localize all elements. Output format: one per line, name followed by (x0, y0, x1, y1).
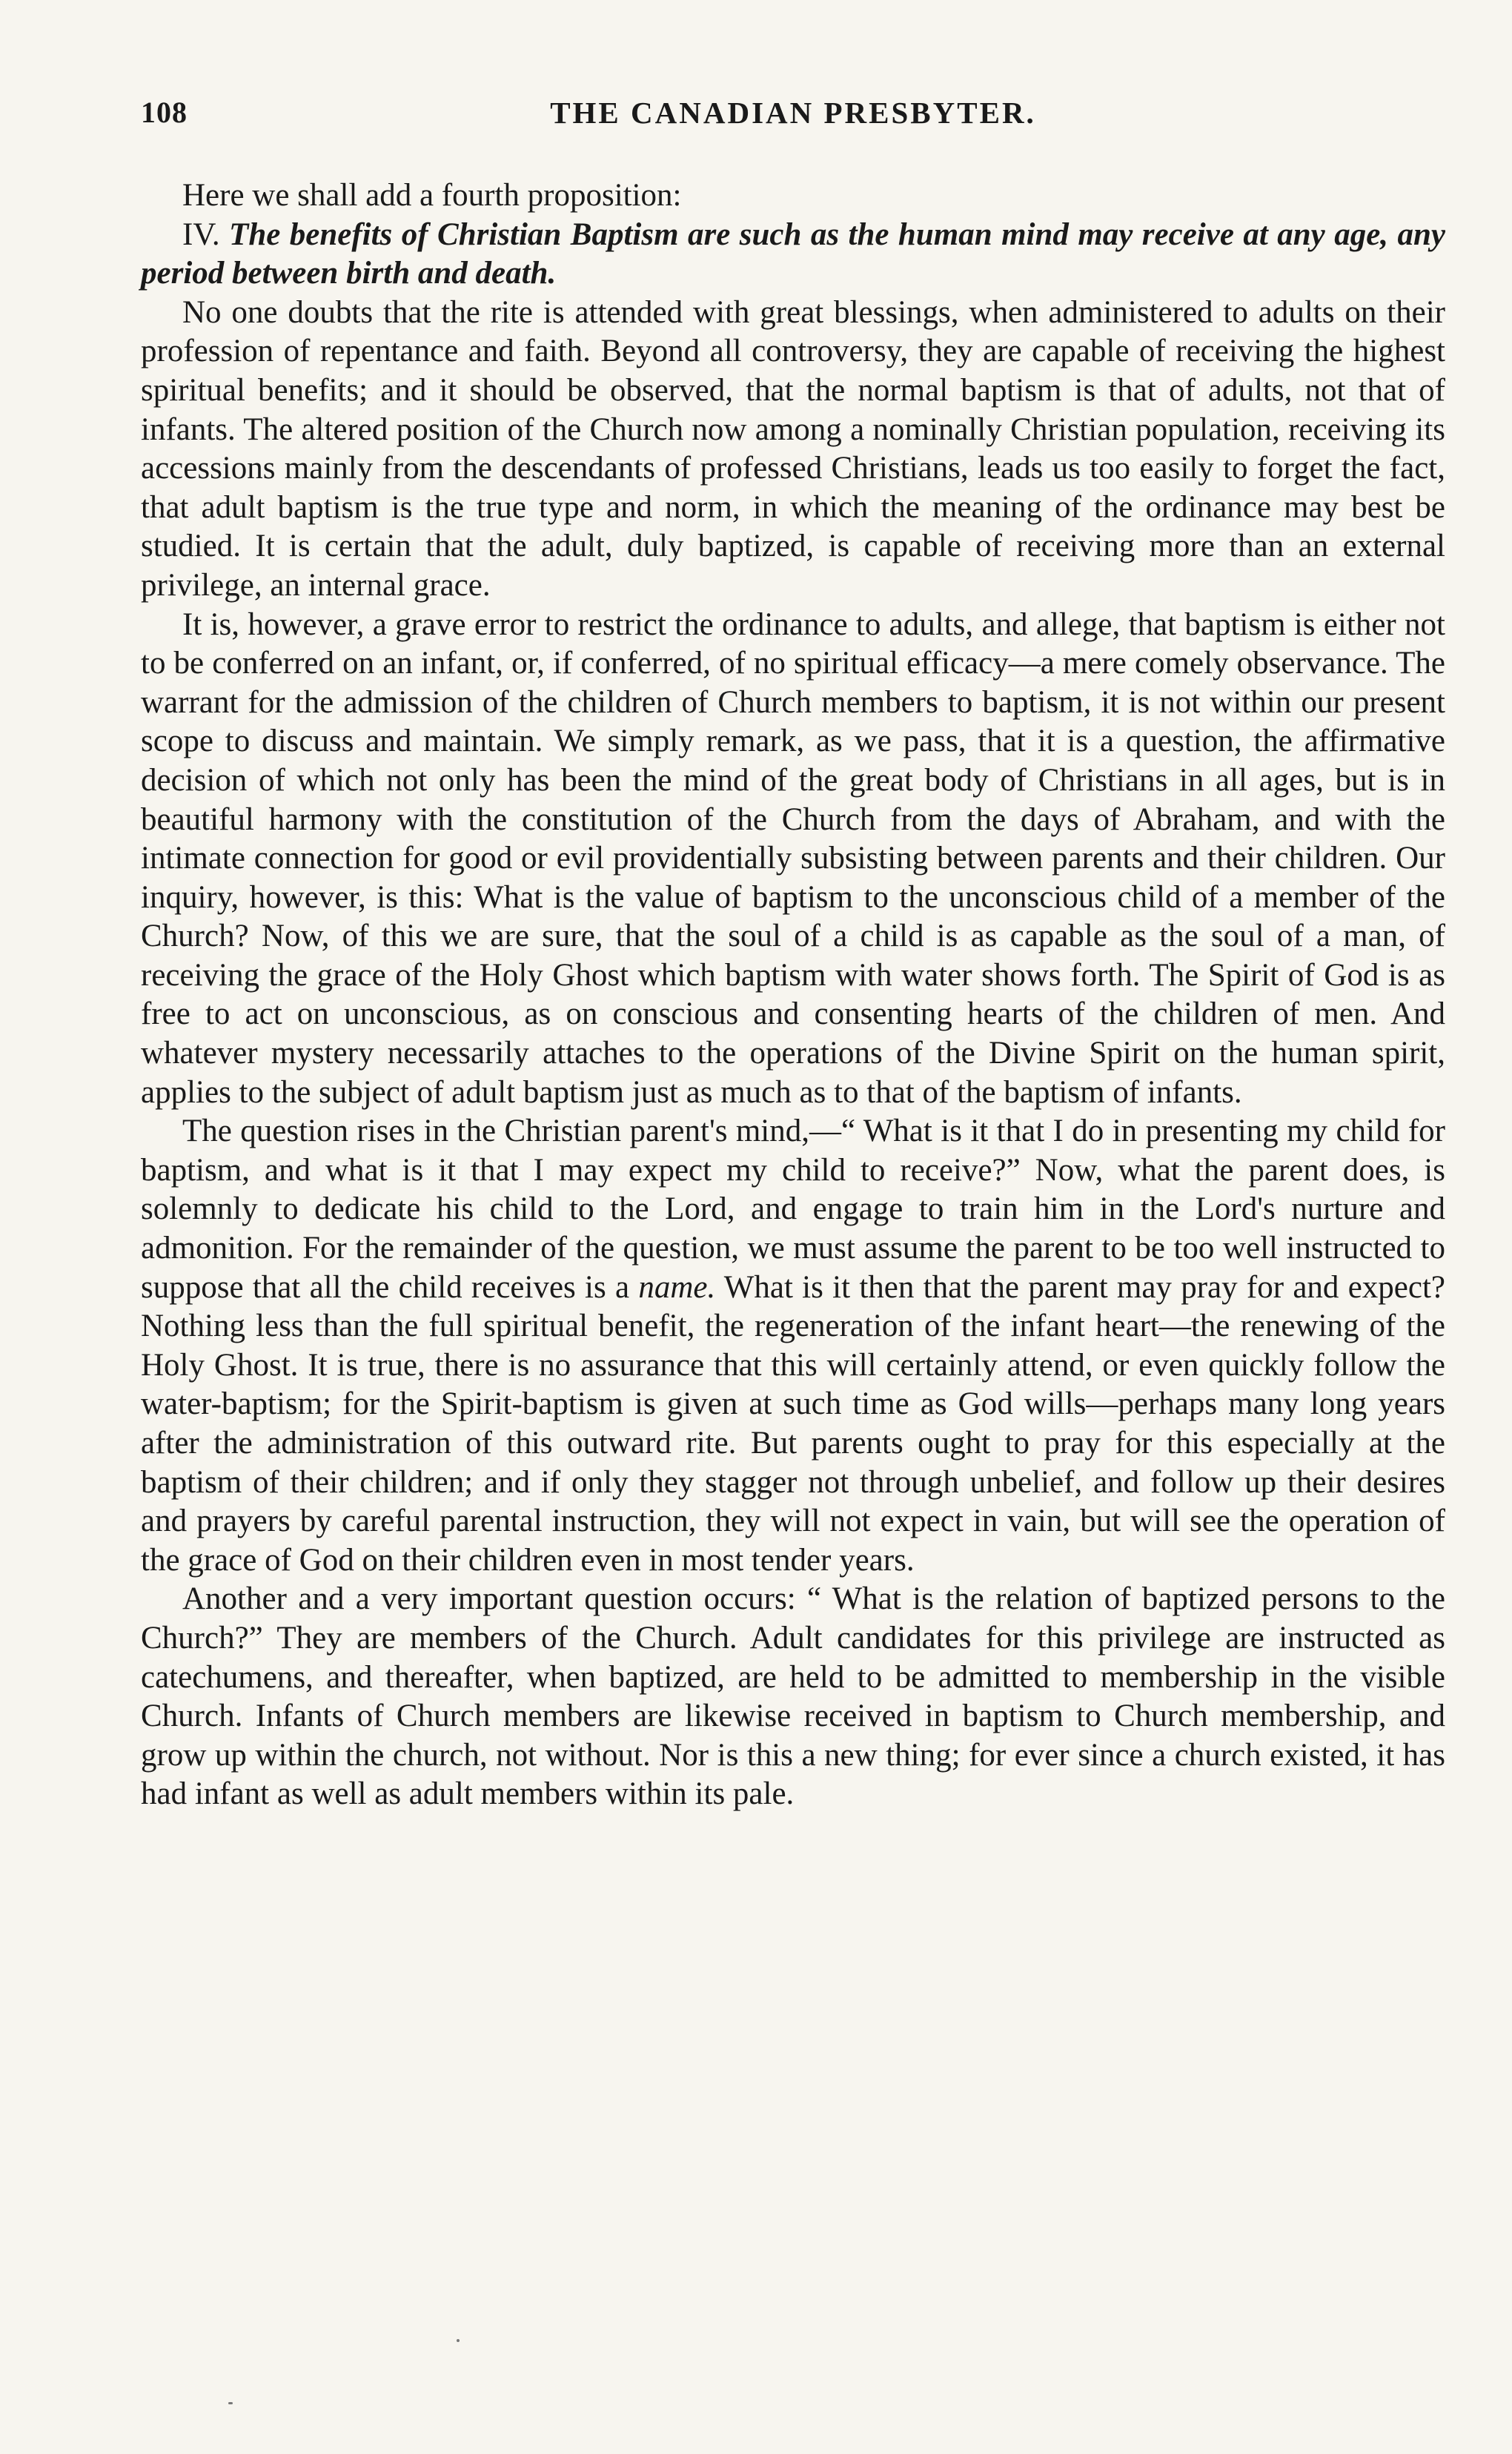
print-speck (228, 2402, 233, 2404)
emphasis-name: name. (638, 1269, 716, 1305)
paragraph-adult-baptism: No one doubts that the rite is attended with great blessings, when administered to adults on their profession of repentance and faith. Beyond all controversy, they are capable of receiving the highest spiritual benefits; and it should be observed, that the normal baptism is that of adults, not that of infants. The altered position of the Church now among a nominally Christian population, receiving its accessions mainly from the descendants of professed Christians, leads us too easily to forget the fact, that adult baptism is the true type and norm, in which the meaning of the ordinance may best be studied. It is certain that the adult, duly baptized, is capable of receiving more than an external privilege, an internal grace. (141, 294, 1445, 603)
running-title: THE CANADIAN PRESBYTER. (550, 96, 1036, 130)
proposition-number: IV. (182, 216, 220, 252)
proposition-four (141, 216, 1445, 294)
paragraph-parent-question-part1: The question rises in the Christian parent's mind,—“ What is it that I do in presenting my child for baptism, and what is it that I may expect my child to receive?” Now, what the parent does, is solemnly to dedicate his child to the Lord, and engage to train him in the Lord's nurture and admonition. For the remainder of the question, we must assume the parent to be too well instructed to suppose that all the child receives is a (141, 1114, 1445, 1305)
page-header (141, 95, 1445, 147)
page-number: 108 (141, 96, 188, 129)
paragraph-church-relation: Another and a very important question occurs: “ What is the relation of baptized persons to the Church?” They are members of the Church. Adult candidates for this privilege are instructed as catechumens, and thereafter, when baptized, are held to be admitted to membership in the visible Church. Infants of Church members are likewise received in baptism to Church membership, and grow up within the church, not without. Nor is this a new thing; for ever since a church existed, it has had infant as well as adult members within its pale. (141, 1581, 1445, 1812)
paragraph-parent-question (141, 1112, 1445, 1580)
paragraph-infant-baptism: It is, however, a grave error to restrict the ordinance to adults, and allege, that baptism is either not to be conferred on an infant, or, if conferred, of no spiritual efficacy—a mere comely observance. The warrant for the admission of the children of Church members to baptism, it is not within our present scope to discuss and maintain. We simply remark, as we pass, that it is a question, the affirmative decision of which not only has been the mind of the great body of Christians in all ages, but is in beautiful harmony with the constitution of the Church from the days of Abraham, and with the intimate connection for good or evil providentially subsisting between parents and their children. Our inquiry, however, is this: What is the value of baptism to the unconscious child of a member of the Church? Now, of this we are sure, that the soul of a child is as capable as the soul of a man, of receiving the grace of the Holy Ghost which baptism with water shows forth. The Spirit of God is as free to act on unconscious, as on conscious and consenting hearts of the children of men. And whatever mystery necessarily attaches to the operations of the Divine Spirit on the human spirit, applies to the subject of adult baptism just as much as to that of the baptism of infants. (141, 606, 1445, 1110)
proposition-text: The benefits of Christian Baptism are such as the human mind may receive at any age, any period between birth and death. (141, 216, 1445, 291)
paragraph-parent-question-part2: What is it then that the parent may pray for and expect? Nothing less than the full spiritual benefit, the regeneration of the infant heart—the renewing of the Holy Ghost. It is true, there is no assurance that this will certainly attend, or even quickly follow the water-baptism; for the Spirit-baptism is given at such time as God wills—perhaps many long years after the administration of this outward rite. But parents ought to pray for this especially at the baptism of their children; and if only they stagger not through unbelief, and follow up their desires and prayers by careful parental instruction, they will not expect in vain, but will see the operation of the grace of God on their children even in most tender years. (141, 1269, 1445, 1578)
paragraph-intro: Here we shall add a fourth proposition: (182, 178, 682, 213)
print-speck (457, 2339, 460, 2342)
article-body (141, 176, 1445, 1814)
